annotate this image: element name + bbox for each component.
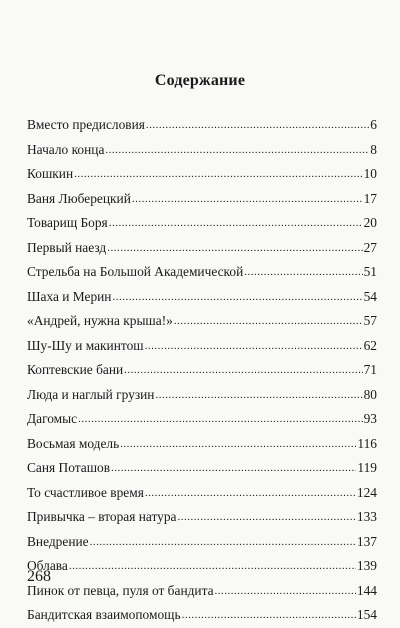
page-title: Содержание [154, 72, 246, 89]
toc-entry-page: 144 [356, 582, 377, 598]
toc-entry [27, 432, 377, 457]
toc-entry-label: Саня Поташов [27, 460, 111, 475]
toc-entry [27, 138, 377, 163]
toc-entry-label: Шу-Шу и макинтош [27, 337, 144, 353]
toc-list [27, 113, 377, 628]
toc-entry-page: 116 [357, 435, 377, 451]
toc-entry-label: Стрельба на Большой Академической [27, 264, 244, 279]
dot-leader [145, 334, 363, 359]
toc-entry [27, 113, 377, 138]
toc-entry [27, 187, 377, 212]
dot-leader [182, 603, 356, 628]
dot-leader [124, 358, 362, 383]
toc-entry-page: 8 [370, 141, 377, 157]
toc-entry-label: Вместо предисловия [27, 117, 145, 132]
dot-leader [145, 481, 356, 506]
dot-leader [120, 432, 356, 457]
toc-entry-label: Начало конца [27, 141, 105, 157]
toc-entry-page: 10 [363, 166, 377, 181]
dot-leader [215, 579, 356, 604]
toc-entry-page: 20 [363, 215, 377, 230]
toc-entry-page: 154 [356, 607, 377, 622]
toc-entry-page: 57 [363, 313, 377, 328]
dot-leader [109, 211, 363, 236]
dot-leader [132, 187, 363, 212]
toc-entry [27, 309, 377, 334]
toc-entry-page: 27 [363, 239, 377, 255]
toc-entry-page: 71 [363, 362, 377, 377]
toc-entry [27, 603, 377, 628]
toc-entry-label: Коптевские бани [27, 362, 124, 377]
toc-entry-page: 133 [356, 509, 377, 524]
toc-entry [27, 456, 377, 481]
toc-entry-page: 137 [356, 533, 377, 549]
toc-entry-label: Люда и наглый грузин [27, 386, 155, 402]
toc-entry-label: Кошкин [27, 166, 74, 181]
toc-entry-label: Дагомыс [27, 411, 78, 426]
toc-entry [27, 505, 377, 530]
toc-entry-label: Шаха и Мерин [27, 288, 112, 304]
toc-entry [27, 211, 377, 236]
toc-entry [27, 554, 377, 579]
toc-entry [27, 530, 377, 555]
dot-leader [178, 505, 356, 530]
toc-entry-page: 17 [363, 190, 377, 206]
toc-entry [27, 162, 377, 187]
toc-entry-label: Облава [27, 558, 68, 573]
dot-leader [112, 285, 362, 310]
toc-entry [27, 285, 377, 310]
dot-leader [146, 113, 369, 138]
dot-leader [174, 309, 363, 334]
toc-entry-label: Восьмая модель [27, 435, 120, 451]
toc-entry-page: 119 [357, 460, 377, 475]
dot-leader [107, 236, 362, 261]
dot-leader [244, 260, 362, 285]
toc-entry-label: Пинок от певца, пуля от бандита [27, 582, 214, 598]
toc-entry-page: 80 [363, 386, 377, 402]
page-number: 268 [27, 568, 51, 585]
toc-entry [27, 481, 377, 506]
toc-entry [27, 334, 377, 359]
toc-entry [27, 260, 377, 285]
toc-entry-label: Товарищ Боря [27, 215, 108, 230]
toc-entry-page: 62 [363, 337, 377, 353]
toc-entry-page: 139 [356, 558, 377, 573]
toc-entry-page: 93 [363, 411, 377, 426]
toc-entry [27, 358, 377, 383]
dot-leader [90, 530, 356, 555]
toc-entry [27, 236, 377, 261]
toc-entry-label: Первый наезд [27, 239, 107, 255]
toc-entry [27, 579, 377, 604]
toc-entry [27, 407, 377, 432]
toc-entry-label: Бандитская взаимопомощь [27, 607, 181, 622]
toc-entry-page: 124 [356, 484, 377, 500]
toc-entry-label: Ваня Люберецкий [27, 190, 131, 206]
dot-leader [69, 554, 356, 579]
toc-entry-label: Внедрение [27, 533, 89, 549]
dot-leader [105, 138, 369, 163]
toc-entry [27, 383, 377, 408]
toc-entry-label: То счастливое время [27, 484, 144, 500]
toc-entry-page: 54 [363, 288, 377, 304]
toc-entry-label: «Андрей, нужна крыша!» [27, 313, 173, 328]
dot-leader [111, 456, 356, 481]
dot-leader [74, 162, 363, 187]
dot-leader [155, 383, 362, 408]
toc-entry-label: Привычка – вторая натура [27, 509, 177, 524]
dot-leader [78, 407, 363, 432]
toc-entry-page: 6 [370, 117, 377, 132]
toc-entry-page: 51 [363, 264, 377, 279]
